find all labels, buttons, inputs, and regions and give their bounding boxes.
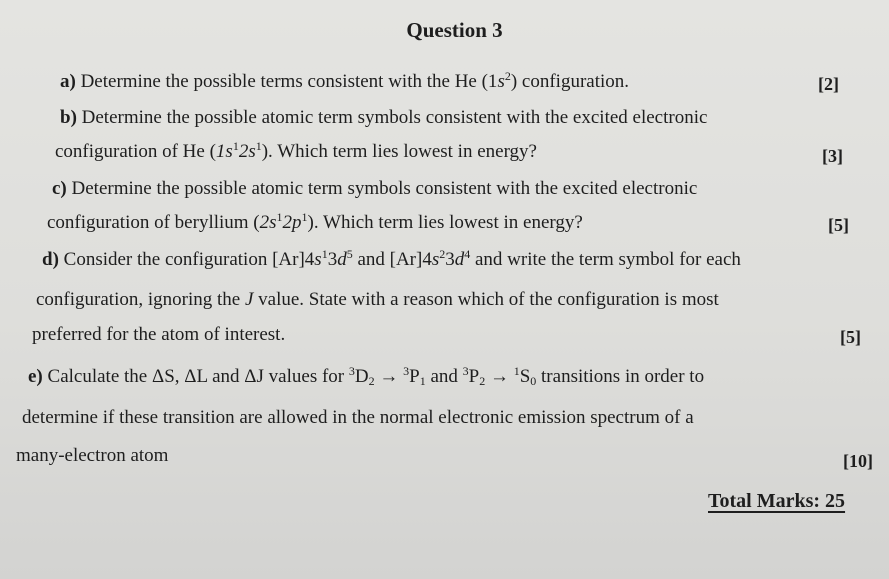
part-d-cfg2-s: s [431,249,440,270]
term2: P [409,366,420,387]
part-d-text5: value. State with a reason which of the configuration is most [253,289,719,310]
part-a-sup: 2 [504,69,511,83]
part-c-text: Determine the possible atomic term symbols consistent with the excited electronic [66,178,698,199]
part-c-text3: ). Which term lies lowest in energy? [307,212,583,233]
part-c-line2 [47,211,583,235]
part-e-line2: determine if these transition are allowed in the normal electronic emission spectrum of a [22,407,694,428]
part-d-text2: and [Ar]4 [352,249,432,270]
part-c-sup1: 1 [276,210,283,224]
part-d-label: d) [42,249,59,270]
part-d-text4: configuration, ignoring the [36,289,245,310]
part-d-cfg1-d: d [337,249,347,270]
part-d-cfg2-s-sup: 2 [439,247,446,261]
part-d-line3: preferred for the atom of interest. [32,324,286,345]
part-b-label: b) [60,107,77,128]
term1-sub: 2 [368,374,375,388]
part-e-marks: [10] [843,451,873,471]
part-a-term: s [497,71,505,92]
part-d-j-symbol: J [244,289,254,310]
part-d-text3: and write the term symbol for each [470,249,741,270]
part-c-line1 [52,177,697,201]
part-b-text: Determine the possible atomic term symbols consistent with the excited electronic [76,107,708,128]
arrow-icon: → [374,366,404,387]
term1-sup: 3 [348,364,355,378]
term4-sub: 0 [530,374,537,388]
arrow-icon: → [485,366,514,387]
part-a-line [60,70,629,94]
term2-sup: 3 [403,364,410,378]
part-d-cfg2-n: 3 [445,249,455,270]
term2-sub: 1 [419,374,426,388]
part-b-line2 [55,140,537,164]
part-d-cfg1-s-sup: 1 [321,247,328,261]
part-b-text2: configuration of He ( [55,141,216,162]
part-e-line3: many-electron atom [16,445,169,466]
part-a-label: a) [60,71,76,92]
part-a-text: Determine the possible terms consistent with the He (1 [75,71,498,92]
part-e-text2: transitions in order to [536,366,705,387]
part-e-label: e) [28,366,43,387]
part-a-text2: ) configuration. [510,71,630,92]
part-c-marks: [5] [828,215,849,235]
part-b-marks: [3] [822,146,843,166]
part-c-sup2: 1 [301,210,308,224]
part-d-cfg1-d-sup: 5 [346,247,353,261]
part-d-cfg2-d-sup: 4 [464,247,471,261]
part-b-text3: ). Which term lies lowest in energy? [261,141,537,162]
part-c-orbital1: 2s [259,212,277,233]
part-c-orbital2: 2p [282,212,302,233]
total-marks: Total Marks: 25 [708,490,846,512]
part-e-line1 [28,365,704,389]
part-d-cfg1-n: 3 [327,249,338,270]
part-a-marks: [2] [818,74,839,94]
question-title: Question 3 [406,18,503,42]
term3: P [468,366,480,387]
part-d-line2 [36,288,719,312]
part-c-text2: configuration of beryllium ( [47,212,260,233]
term4: S [519,366,531,387]
part-d-marks: [5] [840,327,861,347]
part-b-sup2: 1 [255,139,262,153]
part-d-text: Consider the configuration [Ar]4 [58,249,315,270]
part-e-text: Calculate the ΔS, ΔL and ΔJ values for [42,366,349,387]
part-d-line1 [42,248,741,272]
part-c-label: c) [52,178,67,199]
part-b-orbital2: 2s [238,141,256,162]
term3-sup: 3 [462,364,469,378]
part-b-line1 [60,106,707,130]
term3-sub: 2 [479,374,486,388]
part-d-cfg1-s: s [314,249,322,270]
part-e-and: and [425,366,463,387]
term4-sup: 1 [513,364,520,378]
part-b-sup1: 1 [232,139,239,153]
part-b-orbital1: 1s [215,141,233,162]
term1: D [354,366,369,387]
part-d-cfg2-d: d [454,249,465,270]
